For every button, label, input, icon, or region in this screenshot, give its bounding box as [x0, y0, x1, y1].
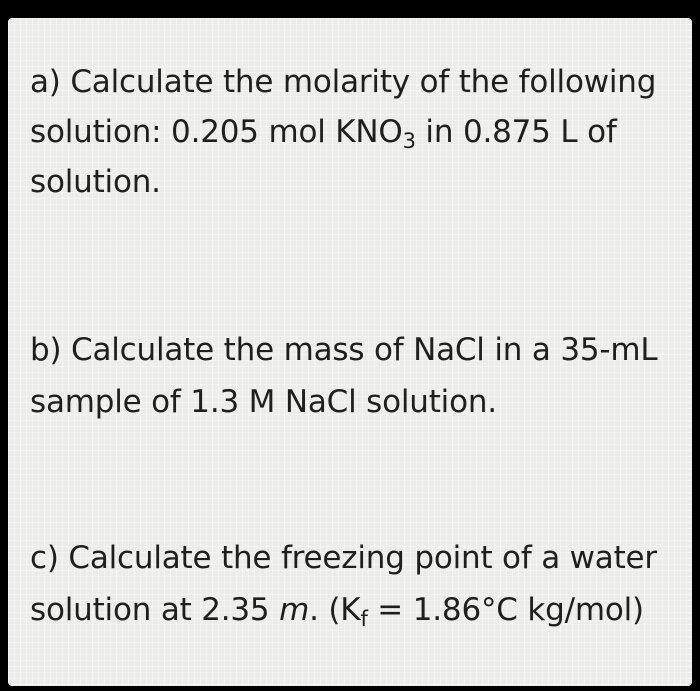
subscript-f: f	[360, 607, 368, 631]
question-b-line-2: sample of 1.3 M NaCl solution.	[30, 384, 497, 420]
question-a-line-2-start: solution: 0.205 mol KNO	[30, 114, 403, 150]
question-a-line-2-end: in 0.875 L of	[415, 114, 617, 150]
question-c-line-2-end: = 1.86°C kg/mol)	[367, 592, 644, 628]
question-c-line-1: c) Calculate the freezing point of a water	[30, 540, 657, 576]
question-a-line-3: solution.	[30, 164, 161, 200]
question-a-line-1: a) Calculate the molarity of the following	[30, 64, 657, 100]
question-c-line-2-mid: . (K	[309, 592, 361, 628]
question-a-line-2	[30, 112, 617, 152]
question-b-line-1: b) Calculate the mass of NaCl in a 35-mL	[30, 332, 658, 368]
question-c-line-2-start: solution at 2.35	[30, 592, 280, 628]
subscript-3: 3	[402, 129, 416, 153]
molality-unit: m	[279, 592, 310, 628]
question-c-line-2	[30, 590, 644, 630]
